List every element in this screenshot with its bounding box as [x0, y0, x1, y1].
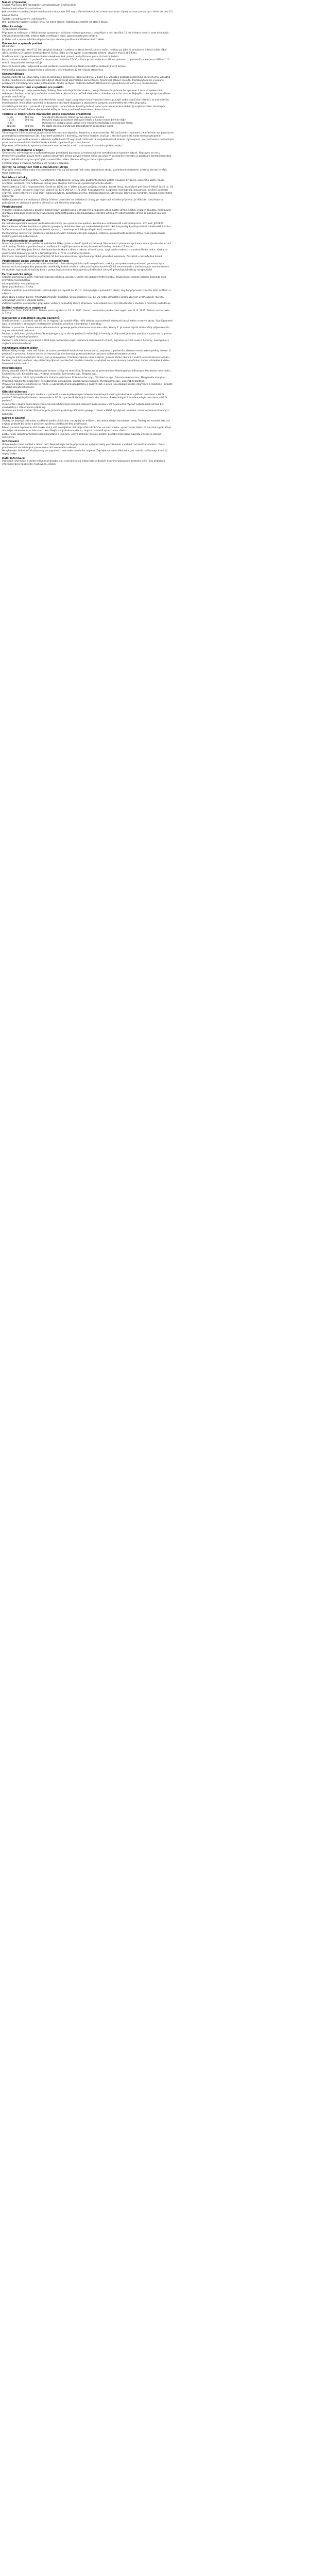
- section-heading: Předklinické údaje vztahující se k bezpečnosti: [2, 259, 69, 263]
- paragraph: Pediatrická populace: bezpečnost a účinnost u dětí mladších 12 let nebyla stanovena.: [2, 69, 104, 72]
- paragraph: Inkompatibility: neuplatňuje se.: [2, 282, 40, 285]
- table-cell: > 30: [7, 116, 13, 119]
- paragraph: Dospělí a dospívající starší 12 let: obvyklá dávka je 1 tableta dvakrát denně, ráno a večer, nejlépe po jídle. U závažných infekcí může lékař dávku zvýšit na 2 tablety dvakrát denně. Délka léčby se řídí typem a závažností infekce, obvykle trvá 5 až 14 dní.: [2, 49, 167, 55]
- section-heading: Držitel rozhodnutí o registraci: [2, 306, 46, 310]
- paragraph: Zvláštní opatření pro likvidaci přípravku: veškerý nepoužitý léčivý přípravek nebo odpad musí být zlikvidován v souladu s místními požadavky.: [2, 302, 171, 306]
- section-heading: Kontraindikace: [2, 73, 24, 76]
- paragraph: Druh obalu a obsah balení: PVC/PVDC/Al blistr, krabička. Velikost balení: 10, 14, 20 nebo 30 tablet s prodlouženým uvolňováním. Na trhu nemusí být všechny velikosti balení.: [2, 296, 165, 302]
- section-heading: Další informace: [2, 457, 25, 460]
- paragraph: Porucha funkce jater: přípravek se má podávat s opatrností a je třeba pravidelně sledovat jaterní funkce.: [2, 65, 127, 69]
- section-heading: Farmaceutické údaje: [2, 273, 32, 276]
- table-cell: Poloviční dávka, pravidelné sledování hladin a funkce ledvin během léčby: [42, 119, 126, 122]
- section-heading: Klinická účinnost: [2, 390, 27, 394]
- paragraph: Pokud pacient zapomene užít dávku, má ji užít co nejdříve. Pokud je však téměř čas na další dávku, vynechanou dávku již neužívá a pokračuje obvyklým dávkovacím schématem. Neužívejte dvojnásobnou dávku, abyste nahradili vynechanou dávku.: [2, 427, 171, 433]
- paragraph: Porucha funkce ledvin: u pacientů s clearance kreatininu 15–30 ml/min je nutno dávku snížit na polovinu. U pacientů s clearance nižší než 15 ml/min se podávání nedoporučuje.: [2, 59, 169, 65]
- document-section: [2, 440, 174, 456]
- paragraph: Doba použitelnosti: 3 roky.: [2, 286, 33, 289]
- paragraph: Podrobné informace o tomto léčivém přípravku jsou uveřejněny na webových stránkách Státního ústavu pro kontrolu léčiv. Tato příbalová informace byla naposledy revidována 3/2024.: [2, 460, 165, 466]
- table-row: [7, 125, 136, 128]
- document-section: [2, 307, 174, 316]
- paragraph: Hypersenzitivita na léčivé látky nebo na kteroukoli pomocnou látku uvedenou v bodě 6.1. Závažné poškození jaterního parenchymu. Závažná renální insuficience, pokud nelze pravidelně stanovovat plazmatické koncentrace. Anamnéza lékové imunitní trombocytopenie vyvolané podáváním trimethoprimu nebo sulfonamidů. Akutní porfyrie. Podávání během těhotenství v posledním trimestru a u novorozenců.: [2, 76, 170, 85]
- paragraph: Fertilita: údaje o vlivu na fertilitu u lidí nejsou k dispozici.: [2, 162, 70, 165]
- document-section: [2, 42, 174, 72]
- section-heading: Dávkování a způsob podání: [2, 42, 42, 46]
- paragraph: Léková forma: [2, 14, 19, 18]
- section-heading: Účinky na schopnost řídit a obsluhovat stroje: [2, 166, 68, 170]
- paragraph: Při výskytu hematologických změn, jako je leukopenie, trombocytopenie nebo anémie, je třeba léčbu ukončit a zvážit podání kalcium folinátu.: [2, 356, 170, 359]
- document-section: [2, 417, 174, 439]
- paragraph: Nevyhazujte žádné léčivé přípravky do odpadních vod nebo domácího odpadu. Zeptejte se svého lékárníka, jak naložit s přípravky, které již nepoužíváte.: [2, 450, 168, 456]
- paragraph: Pacienti s HIV infekcí: u pacientů s AIDS byla pozorována vyšší incidence nežádoucích účinků, zejména kožních reakcí, horečky, leukopenie a zvýšení aminotransferáz.: [2, 340, 169, 346]
- paragraph: Uchovávejte mimo dohled a dosah dětí. Nepoužívejte tento přípravek po uplynutí doby použitelnosti uvedené na krabičce a blistru. Doba použitelnosti se vztahuje k poslednímu dni uvedeného měsíce.: [2, 443, 165, 449]
- document-section: [2, 367, 174, 389]
- paragraph: Terapeutické indikace: [2, 28, 28, 31]
- document: [2, 1, 174, 466]
- paragraph: Jedna tableta s prodlouženým uvolňováním obsahuje 400 mg sulfamethoxazolum; trimethoprimum. Úplný seznam pomocných látek viz bod 6.1.: [2, 11, 174, 14]
- document-section: [2, 1, 174, 24]
- document-section: [2, 273, 174, 306]
- paragraph: Fevitol Přípravek 400 mg tablety s prodlouženým uvolňováním: [2, 4, 77, 7]
- section-heading: Dávkování u zvláštních skupin pacientů: [2, 316, 60, 320]
- table-cell: 200 mg: [25, 125, 33, 128]
- paragraph: Přípravek nemá žádný nebo má zanedbatelný vliv na schopnost řídit nebo obsluhovat stroje. Vzhledem k možnému výskytu závratí je však třeba opatrnosti.: [2, 169, 167, 175]
- document-section: [2, 113, 174, 128]
- section-heading: Tabulka 1: Doporučené dávkování podle clearance kreatininu: [2, 112, 91, 116]
- document-section: [2, 240, 174, 259]
- document-section: [2, 260, 174, 272]
- paragraph: Studie u pacientů s infekcí Pneumocystis jirovecii prokázaly účinnost vysokých dávek v léčbě i profylaxi, zejména u imunokompromitovaných pacientů.: [2, 410, 170, 416]
- paragraph: Absorpce: po perorálním podání se obě léčivé látky rychle a téměř úplně vstřebávají. Maximálních plazmatických koncentrací je dosaženo za 1 až 4 hodiny. Tableta s prodlouženým uvolňováním zajišťuje rovnoměrné plazmatické hladiny po dobu 12 hodin.: [2, 242, 171, 248]
- table-cell: 15–30: [7, 119, 14, 122]
- document-section: [2, 219, 174, 239]
- section-heading: Farmakologické vlastnosti: [2, 219, 40, 223]
- document-section: [2, 347, 174, 366]
- paragraph: Pacienti mají být poučeni, aby při léčbě přijímali dostatečné množství tekutin a vyhýbali se intenzivnímu slunečnímu záření vzhledem k riziku fotosenzitivních reakcí.: [2, 360, 170, 366]
- paragraph: U starších pacientů a u pacientů s již existujícím nedostatkem kyseliny listové nebo s poruchou funkce ledvin je zvýšené riziko závažných nežádoucích účinků. Během dlouhodobé léčby je třeba pravidelně kontrolovat krevní obraz.: [2, 105, 165, 111]
- section-heading: Uchovávání: [2, 440, 19, 444]
- paragraph: Příznaky: nauzea, zvracení, závratě, bolest hlavy, zmatenost a v závažných případech útlum kostní dřeně. Léčba: výplach žaludku, forsírovaná diuréza a alkalizace moči zvyšují vylučování sulfamethoxazolu. Hemodialýza je středně účinná. Při útlumu kostní dřeně se podává kalcium folinát.: [2, 209, 171, 218]
- paragraph: Druhy, u kterých může být problémem získaná rezistence: Enterobacter spp., Citrobacter spp., Serratia marcescens, Morganella morganii.: [2, 376, 166, 379]
- table-cell: —: [25, 122, 27, 125]
- paragraph: Zvláštní opatření pro uchovávání: uchovávejte při teplotě do 25 °C. Uchovávejte v původním obalu, aby byl přípravek chráněn před světlem a vlhkostí.: [2, 289, 171, 295]
- paragraph: Pacienti s deficitem glukóza-6-fosfátdehydrogenázy: u těchto pacientů může dojít k hemolýze. Přípravek je nutno podávat s opatrností a pouze v nezbytně nutných případech.: [2, 333, 171, 339]
- paragraph: Pacienti s poruchou funkce ledvin: dávkování se upravuje podle clearance kreatininu dle tabulky 1. Je nutné zajistit dostatečný příjem tekutin, aby se zabránilo krystalurii.: [2, 326, 170, 332]
- section-heading: Návod k použití: [2, 417, 25, 420]
- document-section: [2, 176, 174, 205]
- document-section: [2, 457, 174, 466]
- paragraph: Velmi časté (≥ 1/10): hyperkalemie. Časté (≥ 1/100 až < 1/10): nauzea, průjem, vyrážka, bolest hlavy, kandidové přerůstání. Méně časté (≥ 1/1 000 až < 1/100): zvracení, kopřivka. Vzácné (≥ 1/10 000 až < 1/1 000): hypoglykemie, aseptická meningitida, halucinace, zvýšení jaterních enzymů. Velmi vzácné (< 1/10 000): agranulocytóza, aplastická anémie, trombocytopenie, Stevensův–Johnsonův syndrom, toxická epidermální nekrolýza.: [2, 185, 174, 198]
- paragraph: Tablety se polykají celé nebo rozdělené podle půlicí rýhy, nezapíjejí se mlékem, ale dostatečným množstvím vody. Tablety se nesmějí drtit ani žvýkat, protože by došlo k porušení systému prodlouženého uvolňování.: [2, 420, 170, 426]
- section-heading: Mikrobiologie: [2, 366, 22, 370]
- table-cell: Podávání se nedoporučuje, pokud není možná hemodialýza a monitorace hladin: [42, 122, 133, 125]
- paragraph: Distribuce: obě látky jsou široce distribuovány do tkání a tělních tekutin včetně sputa, vaginálního sekretu a mozkomíšního moku. Vazba na plazmatické bílkoviny je 44 % u trimethoprimu a 70 % u sulfamethoxazolu.: [2, 249, 168, 255]
- paragraph: U pacientů s akutní exacerbací chronické bronchitidy byla klinická odpověď pozorována u 79 % pacientů. Výskyt nežádoucích účinků byl srovnatelný s referenčními přípravky.: [2, 403, 164, 409]
- section-heading: Předávkování: [2, 206, 22, 209]
- document-section: [2, 73, 174, 85]
- paragraph: Kombinace s pyrimethaminem v dávkách vyšších než 25 mg týdně může vést k megaloblastové anémii. Cyklosporin: po současném podání byla pozorována reverzibilní zhoršení funkce ledvin u pacientů po transplantaci.: [2, 138, 174, 144]
- paragraph: Souhrn bezpečnostního profilu: nejčastějšími nežádoucími účinky jsou gastrointestinální potíže (nauzea, zvracení, průjem) a kožní reakce (vyrážka, svědění). Tyto nežádoucí účinky jsou obvykle mírné a po vysazení přípravku odezní.: [2, 179, 165, 185]
- document-section: [2, 317, 174, 346]
- paragraph: Dávkování: [2, 45, 15, 48]
- paragraph: Těhotenství: trimethoprim a sulfamethoxazol procházejí placentou a mohou ovlivnit metabolismus kyseliny listové. Přípravek se má v těhotenství používat pouze tehdy, pokud očekávaný přínos převáží možné riziko pro plod. V posledním trimestru je podávání kontraindikováno.: [2, 152, 172, 158]
- paragraph: Pokud se objeví příznaky nebo známky těchto reakcí (např. progresivní kožní vyrážka často s puchýři nebo slizničními lézemi), je nutno léčbu ihned ukončit. Nejlepších výsledků je dosaženo při časné diagnóze a okamžitém vysazení podezřelého léčivého přípravku.: [2, 99, 169, 105]
- table-cell: Standardní dávkování, žádná úprava dávky není nutná: [42, 116, 105, 119]
- paragraph: U pacientů léčených přípravkem byly hlášeny život ohrožující kožní reakce, jako je Stevensův–Johnsonův syndrom a toxická epidermální nekrolýza. Pacienti mají být poučeni o známkách a příznacích a pečlivě sledováni s ohledem na kožní reakce. Nejvyšší riziko výskytu je během prvních týdnů léčby.: [2, 89, 171, 98]
- document-section: [2, 166, 174, 175]
- paragraph: Bílé, podlouhlé tablety s půlicí rýhou na jedné straně. Tabletu lze rozdělit na stejné dávky.: [2, 21, 109, 24]
- paragraph: Druhy obvykle citlivé: Staphylococcus aureus (citlivý na meticilin), Streptococcus pneumoniae, Haemophilus influenzae, Moraxella catarrhalis, Escherichia coli, Klebsiella spp., Proteus mirabilis, Salmonella spp., Shigella spp.: [2, 370, 171, 376]
- paragraph: Přípravek je indikován k léčbě infekcí vyvolaných citlivými mikroorganismy u dospělých a dětí starších 12 let: infekce dolních cest dýchacích, infekce močových cest, infekce kůže a měkkých tkání, gastrointestinální infekce.: [2, 31, 169, 38]
- paragraph: Registrační číslo: 15/123/05-C. Datum první registrace: 12. 4. 2005. Datum posledního prodloužení registrace: 8. 9. 2015. Datum revize textu: 3. 2024.: [2, 310, 171, 316]
- section-heading: Klinické údaje: [2, 25, 23, 29]
- table-cell: Dialýza: [7, 125, 16, 128]
- paragraph: Seznam pomocných látek: mikrokrystalická celulosa, povidon, sodná sůl karboxymethylškrobu, magnesium-stearát, koloidní bezvodý oxid křemičitý, hypromelosa.: [2, 276, 166, 282]
- paragraph: Mechanismus účinku: kombinace působí synergicky blokádou dvou po sobě následujících kroků biosyntézy kyseliny listové v bakteriální buňce. Sulfamethoxazol inhibuje dihydropteroát syntázu, trimethoprim inhibuje dihydrofolát reduktázu.: [2, 226, 172, 232]
- table-cell: 400 mg: [25, 116, 33, 119]
- paragraph: Je třeba vzít v úvahu oficiální doporučení pro vhodné používání antibakteriálních látek.: [2, 38, 105, 41]
- paragraph: Kojení: obě léčivé látky se vylučují do mateřského mléka. Během léčby je třeba kojení přerušit.: [2, 158, 114, 161]
- section-heading: Fertilita, těhotenství a kojení: [2, 149, 45, 152]
- paragraph: Přirozeně rezistentní organismy: Pseudomonas aeruginosa, Enterococcus faecalis, Mycoplasma spp., anaerobní bakterie.: [2, 380, 145, 383]
- section-heading: Farmakokinetické vlastnosti: [2, 239, 43, 243]
- paragraph: Trimethoprim může zvyšovat plazmatické koncentrace digoxinu, fenytoinu a methotrexátu. Při současném podávání s warfarinem byl pozorován prodloužený protrombinový čas. Současné podávání s diuretiky, zejména thiazidy, zvyšuje u starších pacientů riziko trombocytopenie.: [2, 131, 174, 138]
- paragraph: Složení kvalitativní i kvantitativní: [2, 7, 42, 10]
- table-cell: Po každé dialýze, monitorace plazmatických koncentrací nutná: [42, 125, 114, 128]
- paragraph: Přípravek může ovlivnit výsledky stanovení methotrexátu v séru a stanovení kreatininu Jaffého reakcí.: [2, 145, 123, 148]
- paragraph: Neklinické údaje získané na základě konvenčních farmakologických studií bezpečnosti, toxicity po opakovaném podávání, genotoxicity a hodnocení kancerogenního potenciálu neodhalily žádné zvláštní riziko pro člověka kromě účinků souvisejících s antifolátovým mechanismem. Ve studiích reprodukční toxicity byla u potkanů pozorována teratogenita při dávkách výrazně převyšujících dávky terapeutické.: [2, 263, 170, 272]
- document-section: [2, 86, 174, 112]
- paragraph: Prevalence získané rezistence se může u vybraných druhů geograficky a časově lišit, a proto jsou žádoucí místní informace o rezistenci, zvláště při léčbě závažných infekcí.: [2, 383, 173, 389]
- table-cell: < 15: [7, 122, 13, 125]
- paragraph: Hlášení podezření na nežádoucí účinky: hlášení podezření na nežádoucí účinky po registraci léčivého přípravku je důležité. Umožňuje to pokračovat ve sledování poměru přínosů a rizik léčivého přípravku.: [2, 198, 163, 205]
- paragraph: Starší pacienti: u pacientů nad 65 let se doporučuje zahájit léčbu nižší dávkou a pravidelně sledovat funkci ledvin a krevní obraz. Starší pacienti jsou náchylnější k závažným nežádoucím účinkům, zejména v kombinaci s diuretiky.: [2, 320, 173, 326]
- dosage-table: [7, 116, 136, 128]
- paragraph: Tableta s prodlouženým uvolňováním.: [2, 18, 47, 21]
- paragraph: Starší pacienti: úprava dávkování není obvykle nutná, pokud není přítomna porucha funkce ledvin.: [2, 55, 119, 58]
- section-heading: Monitorace během léčby: [2, 346, 38, 350]
- section-heading: Zvláštní upozornění a opatření pro použití: [2, 86, 63, 90]
- section-heading: Název přípravku: [2, 1, 26, 4]
- paragraph: Eliminace: biologický poločas je přibližně 10 hodin u obou látek. Vylučování probíhá převážně ledvinami, částečně v nezměněné formě.: [2, 256, 163, 259]
- paragraph: Během léčby trvající déle než 14 dní je nutno pravidelně kontrolovat krevní obraz, zejména u pacientů s rizikem nedostatku kyseliny listové. U pacientů s poruchou funkce ledvin se doporučuje monitorovat plazmatické koncentrace sulfamethoxazolu a kalia.: [2, 349, 171, 356]
- paragraph: V kontrolovaných klinických studiích u pacientů s nekomplikovanými infekcemi močových cest bylo klinického vyléčení dosaženo u 88 % pacientů léčených přípravkem ve srovnání s 85 % u pacientů léčených standardní formou. Bakteriologická eradikace byla dosažena u 84 % pacientů.: [2, 394, 167, 403]
- document-section: [2, 25, 174, 42]
- table-cell: 200 mg: [25, 119, 33, 122]
- document-section: [2, 391, 174, 416]
- section-heading: Interakce s jinými léčivými přípravky: [2, 128, 56, 132]
- section-heading: Nežádoucí účinky: [2, 176, 28, 180]
- paragraph: Léčbu nelze ukončit předčasně bez konzultace s lékařem, i když příznaky infekce odezní, protože hrozí riziko návratu infekce a rozvoje rezistence.: [2, 433, 162, 439]
- table-row: [7, 122, 136, 125]
- paragraph: Farmakoterapeutická skupina: antibakteriální látky pro systémovou aplikaci, kombinace sulfonamidů a trimethoprimu. ATC kód: J01EE01.: [2, 222, 164, 225]
- document-section: [2, 149, 174, 165]
- document-section: [2, 206, 174, 218]
- paragraph: Mechanismus rezistence: rezistence vzniká především změnou cílových enzymů, sníženou propustností buněčné stěny nebo nadprodukcí kyseliny para-aminobenzoové.: [2, 232, 165, 238]
- document-section: [2, 129, 174, 148]
